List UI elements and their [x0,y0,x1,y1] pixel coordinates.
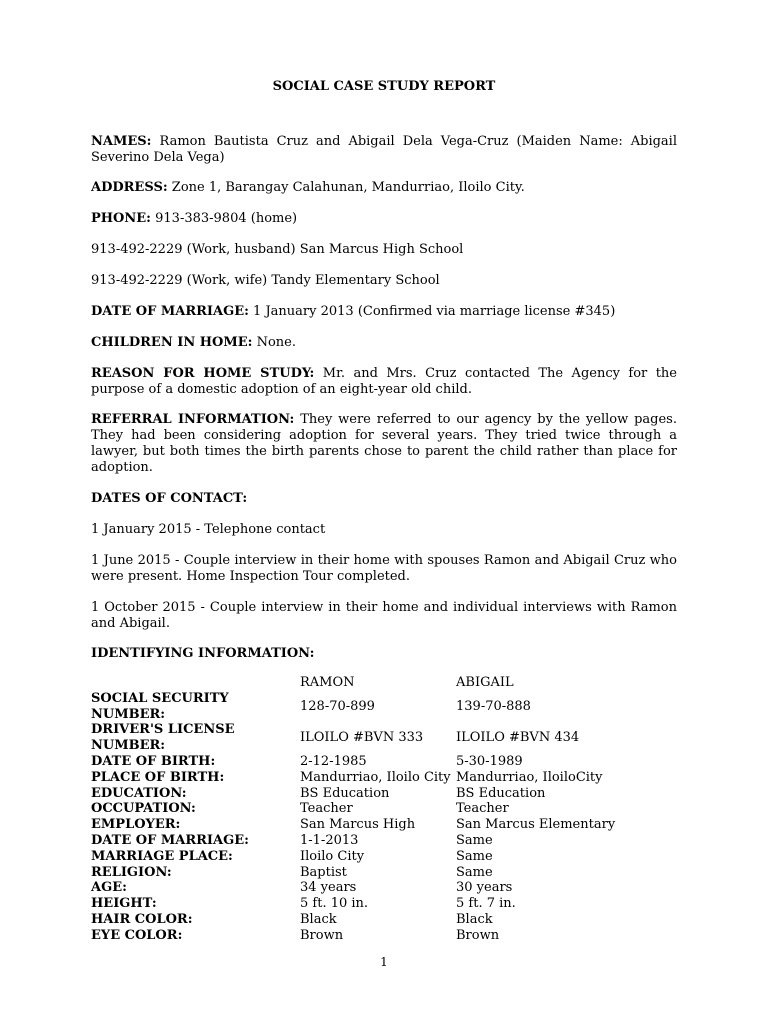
ramon-value: San Marcus High [300,817,416,833]
abigail-value: 30 years [456,880,513,896]
abigail-value: Same [456,848,493,864]
date-of-marriage-label: DATE OF MARRIAGE: [91,304,249,319]
table-row [91,817,656,833]
table-row [91,880,656,896]
abigail-value: San Marcus Elementary [456,817,616,833]
reason-value: Mr. and Mrs. Cruz contacted The Agency for the purpose of a domestic adoption of an eight-year old child. [91,366,677,397]
table-row [91,912,656,928]
ramon-value: 5 ft. 10 in. [300,896,369,912]
address-value: Zone 1, Barangay Calahunan, Mandurriao, Iloilo City. [171,180,525,195]
table-row [91,754,656,770]
names-paragraph [91,134,677,166]
names-value: Ramon Bautista Cruz and Abigail Dela Vega-Cruz (Maiden Name: Abigail Severino Dela Vega) [91,134,677,165]
table-row [91,896,656,912]
address-paragraph [91,180,677,196]
address-label: ADDRESS: [91,180,168,195]
row-label: PLACE OF BIRTH: [91,769,225,785]
table-row [91,770,656,786]
table-row [91,928,656,944]
identifying-information-heading: IDENTIFYING INFORMATION: [91,646,315,661]
row-label: MARRIAGE PLACE: [91,848,233,864]
abigail-value: Same [456,832,493,848]
row-label: EYE COLOR: [91,927,183,943]
row-label: DATE OF BIRTH: [91,753,216,769]
names-label: NAMES: [91,134,152,149]
abigail-value: ILOILO #BVN 434 [456,730,580,746]
contact-entry: 1 June 2015 - Couple interview in their home with spouses Ramon and Abigail Cruz who were present. Home Inspection Tour completed. [91,553,677,584]
ramon-value: Iloilo City [300,848,365,864]
column-header-abigail: ABIGAIL [456,675,514,690]
dates-of-contact-heading: DATES OF CONTACT: [91,491,248,506]
contact-entry: 1 October 2015 - Couple interview in their home and individual interviews with Ramon and Abigail. [91,600,677,631]
ramon-value: Mandurriao, Iloilo City [300,769,451,785]
row-label: AGE: [91,880,127,896]
row-label: SOCIAL SECURITY NUMBER: [91,690,229,722]
reason-paragraph [91,366,677,398]
ramon-value: 34 years [300,880,357,896]
page-number: 1 [380,955,388,969]
report-title: SOCIAL CASE STUDY REPORT [272,79,496,94]
abigail-value: 139-70-888 [456,698,531,714]
ramon-value: Baptist [300,864,347,880]
abigail-value: BS Education [456,785,546,801]
ramon-value: BS Education [300,785,390,801]
row-label: EDUCATION: [91,785,187,801]
work-phone-wife: 913-492-2229 (Work, wife) Tandy Elementary School [91,273,440,288]
column-header-ramon: RAMON [300,675,355,690]
table-row [91,786,656,802]
abigail-value: 5-30-1989 [456,753,523,769]
abigail-value: Same [456,864,493,880]
identifying-information-table [91,675,656,944]
abigail-value: Mandurriao, IloiloCity [456,769,603,785]
contact-entry: 1 January 2015 - Telephone contact [91,522,326,537]
reason-label: REASON FOR HOME STUDY: [91,366,315,381]
table-row [91,849,656,865]
ramon-value: 2-12-1985 [300,753,367,769]
ramon-value: ILOILO #BVN 333 [300,730,424,746]
table-row [91,865,656,881]
ramon-value: 128-70-899 [300,698,375,714]
referral-label: REFERRAL INFORMATION: [91,412,295,427]
table-header-row [91,675,656,691]
phone-value: 913-383-9804 (home) [155,211,298,226]
row-label: EMPLOYER: [91,817,181,833]
ramon-value: Brown [300,927,344,943]
work-phone-husband: 913-492-2229 (Work, husband) San Marcus High School [91,242,464,257]
row-label: DATE OF MARRIAGE: [91,832,249,848]
abigail-value: Teacher [456,801,509,817]
table-header-blank [91,675,300,691]
ramon-value: Black [300,911,337,927]
row-label: HAIR COLOR: [91,911,193,927]
date-of-marriage-value: 1 January 2013 (Confirmed via marriage license #345) [253,304,616,319]
abigail-value: Black [456,911,493,927]
phone-label: PHONE: [91,211,151,226]
table-row [91,691,656,723]
children-in-home-label: CHILDREN IN HOME: [91,335,253,350]
row-label: RELIGION: [91,864,172,880]
row-label: DRIVER'S LICENSE NUMBER: [91,722,235,754]
phone-paragraph [91,211,677,227]
referral-paragraph [91,412,677,476]
table-row [91,833,656,849]
ramon-value: Teacher [300,801,353,817]
abigail-value: Brown [456,927,500,943]
row-label: OCCUPATION: [91,801,196,817]
children-in-home-value: None. [256,335,296,350]
abigail-value: 5 ft. 7 in. [456,896,516,912]
row-label: HEIGHT: [91,896,157,912]
referral-value: They were referred to our agency by the yellow pages. They had been considering adoption for several years. They tried twice through a lawyer, but both times the birth parents chose to parent the child rather than place for adoption. [91,412,677,475]
children-in-home-paragraph [91,335,677,351]
table-row [91,801,656,817]
table-row [91,722,656,754]
date-of-marriage-paragraph [91,304,677,320]
ramon-value: 1-1-2013 [300,832,359,848]
